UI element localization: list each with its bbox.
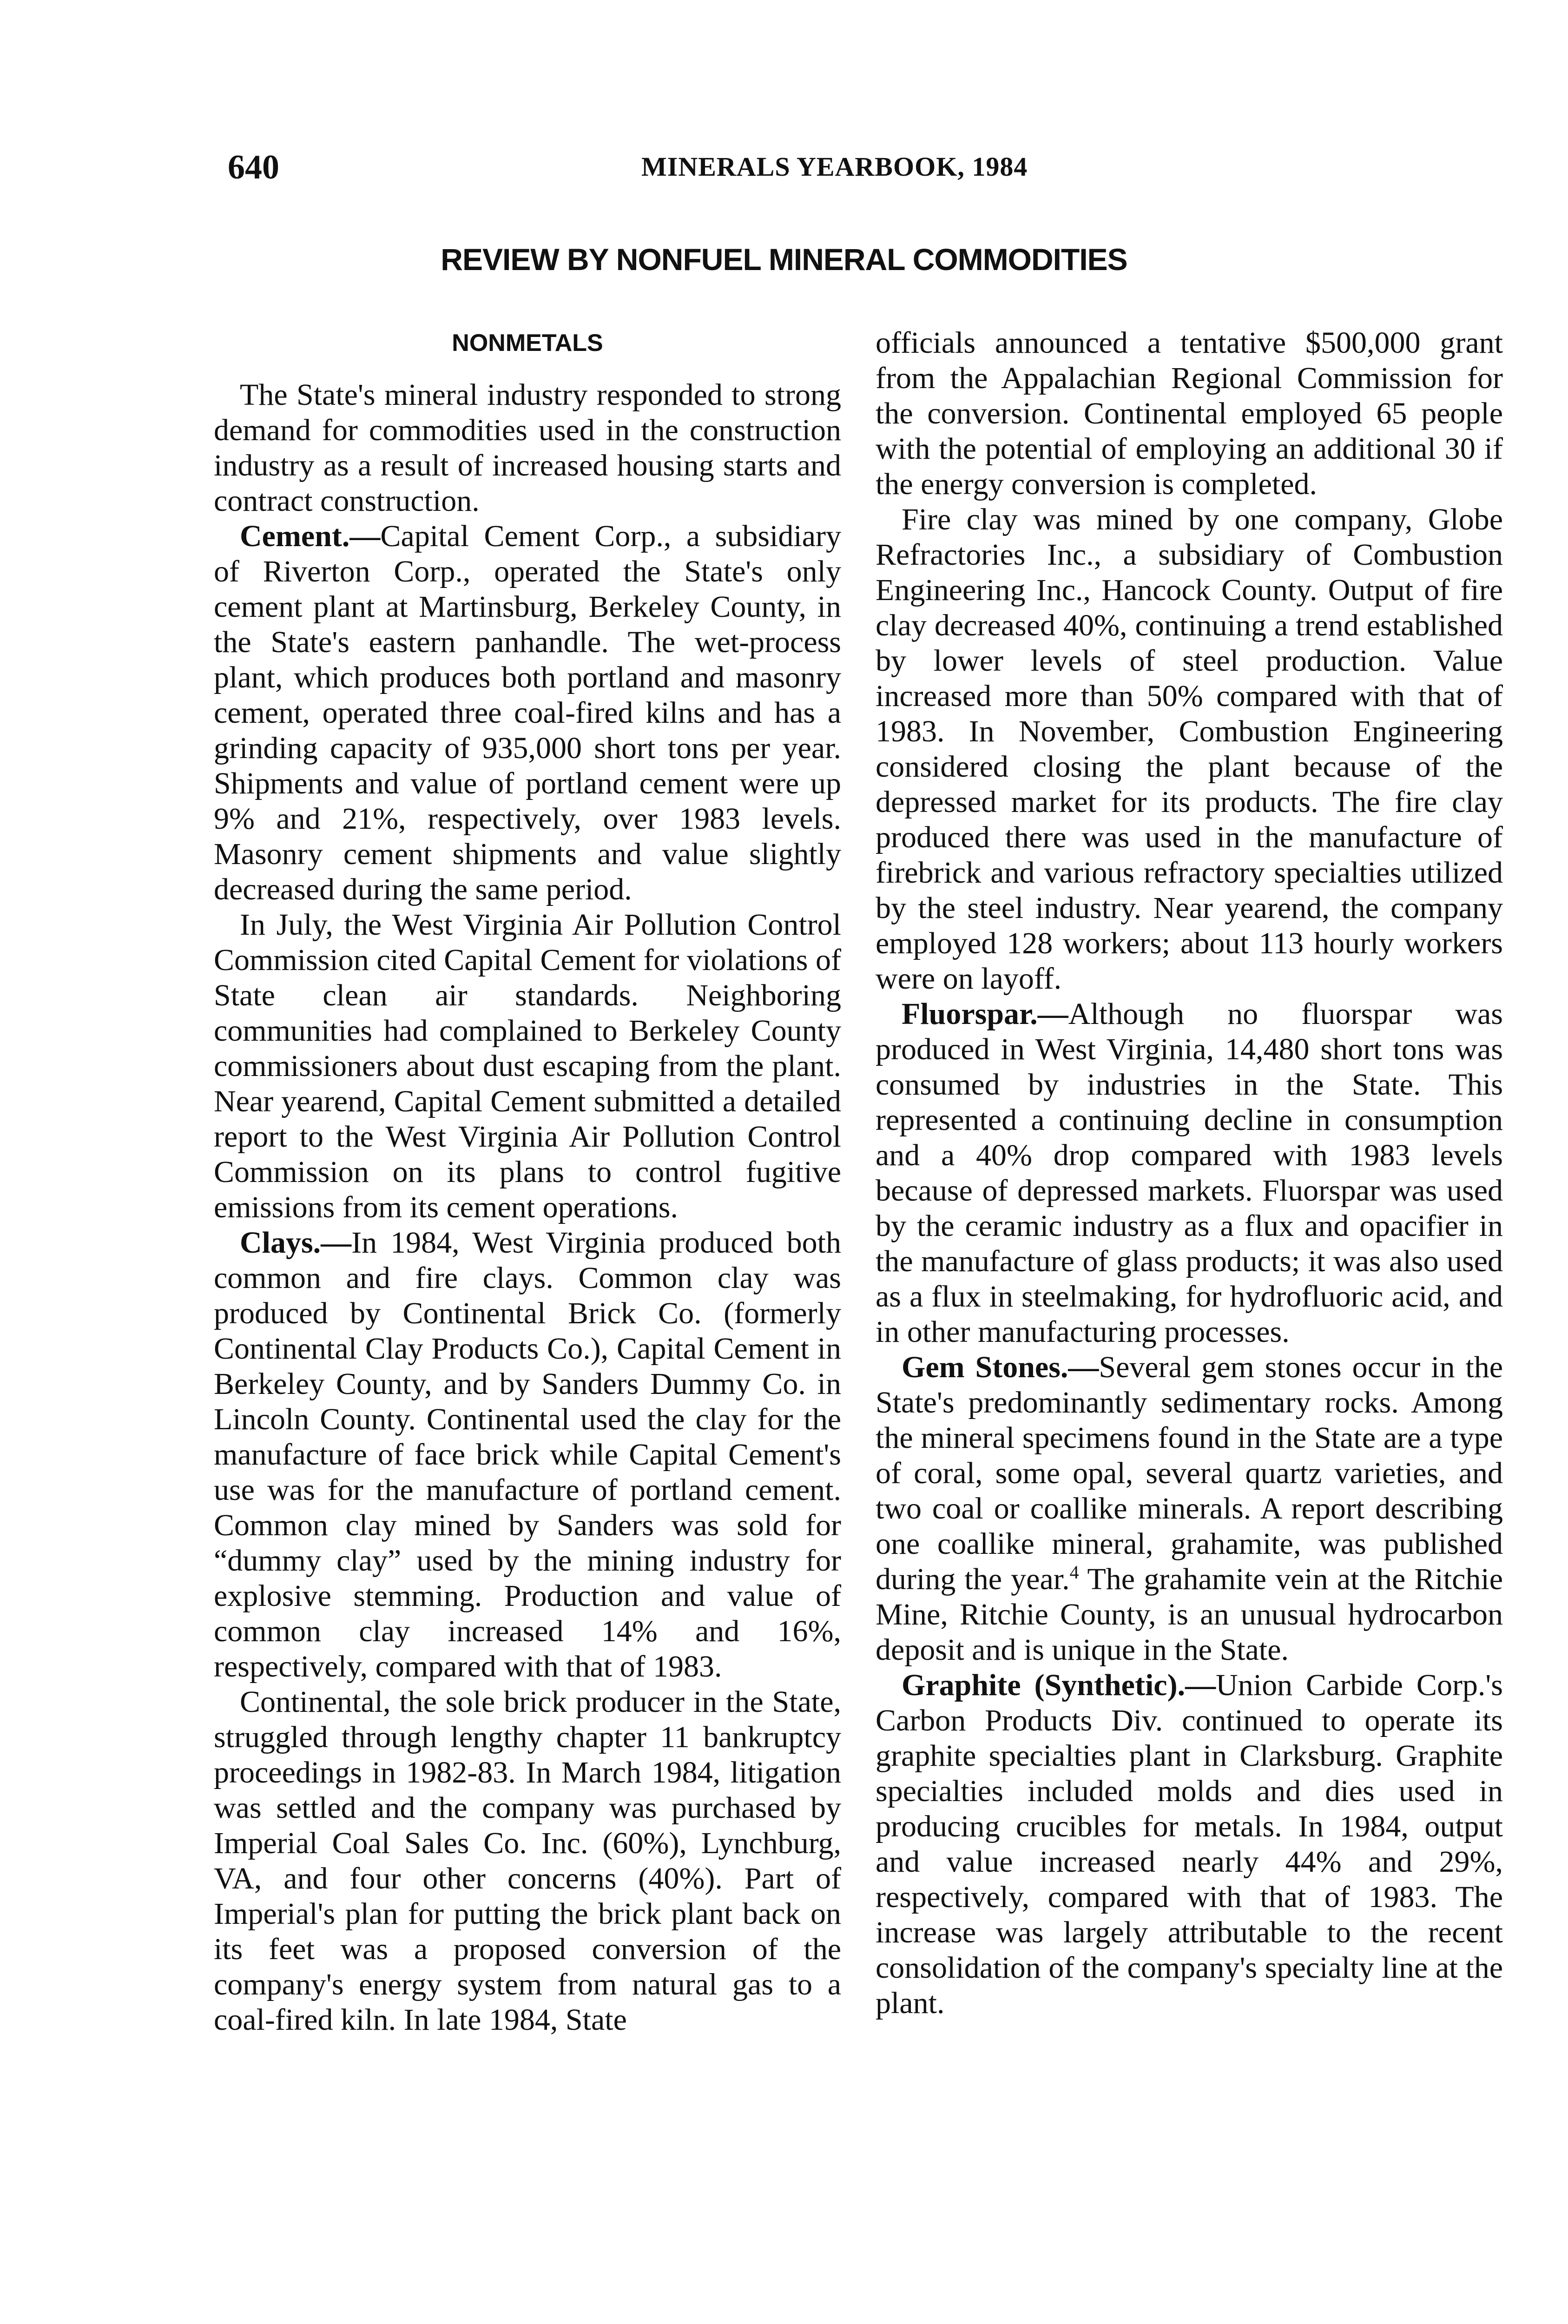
graphite-lead: Graphite (Synthetic).— bbox=[902, 1668, 1216, 1702]
intro-paragraph: The State's mineral industry responded to strong demand for commodities used in the construction industry as a result of increased housing starts and contract construction. bbox=[214, 378, 841, 518]
fluorspar-text: Although no fluorspar was produced in West Virginia, 14,480 short tons was consumed by industries in the State. This represented a continuing decline in consumption and a 40% drop compared with 1983 levels because of depressed markets. Fluorspar was used by the ceramic industry as a flux and opacifier in the manufacture of glass products; it was also used as a flux in steelmaking, for hydrofluoric acid, and in other manufacturing processes. bbox=[876, 997, 1503, 1349]
cement-text: Capital Cement Corp., a subsidiary of Riverton Corp., operated the State's only cement plant at Martinsburg, Berkeley County, in the State's eastern panhandle. The wet-process plant, which produces both portland and masonry cement, operated three coal-fired kilns and has a grinding capacity of 935,000 short tons per year. Shipments and value of portland cement were up 9% and 21%, respectively, over 1983 levels. Masonry cement shipments and value slightly decreased during the same period. bbox=[214, 519, 841, 906]
gem-stones-lead: Gem Stones.— bbox=[902, 1350, 1099, 1384]
running-title: MINERALS YEARBOOK, 1984 bbox=[641, 152, 1028, 182]
graphite-text: Union Carbide Corp.'s Carbon Products Div. continued to operate its graphite specialties plant in Clarksburg. Graphite specialties included molds and dies used in producing crucibles for metals. In 1984, output and value increased nearly 44% and 29%, respectively, compared with that of 1983. The increase was largely attributable to the recent consolidation of the company's specialty line at the plant. bbox=[876, 1668, 1503, 2020]
gem-stones-paragraph bbox=[876, 1350, 1503, 1668]
gem-stones-text-after: The grahamite vein at the Ritchie Mine, Ritchie County, is an unusual hydrocarbon deposit and is unique in the State. bbox=[876, 1562, 1503, 1667]
gem-stones-text: Several gem stones occur in the State's predominantly sedimentary rocks. Among the mineral specimens found in the State are a type of coral, some opal, several quartz varieties, and two coal or coallike minerals. A report describing one coallike mineral, grahamite, was published during the year. bbox=[876, 1350, 1503, 1596]
right-column bbox=[876, 325, 1503, 2021]
graphite-paragraph bbox=[876, 1668, 1503, 2021]
cement-paragraph bbox=[214, 519, 841, 907]
clays-lead: Clays.— bbox=[240, 1226, 352, 1260]
footnote-ref: 4 bbox=[1069, 1562, 1079, 1583]
clays-paragraph bbox=[214, 1225, 841, 1684]
cement-lead: Cement.— bbox=[240, 519, 381, 553]
fluorspar-paragraph bbox=[876, 997, 1503, 1350]
fluorspar-lead: Fluorspar.— bbox=[902, 997, 1068, 1031]
subsection-title: NONMETALS bbox=[452, 330, 603, 357]
continental-paragraph: Continental, the sole brick producer in the State, struggled through lengthy chapter 11 bankruptcy proceedings in 1982-83. In March 1984, litigation was settled and the company was purchased by Imperial Coal Sales Co. Inc. (60%), Lynchburg, VA, and four other concerns (40%). Part of Imperial's plan for putting the brick plant back on its feet was a proposed conversion of the company's energy system from natural gas to a coal-fired kiln. In late 1984, State bbox=[214, 1685, 841, 2037]
clays-text: In 1984, West Virginia produced both common and fire clays. Common clay was produced by Continental Brick Co. (formerly Continental Clay Products Co.), Capital Cement in Berkeley County, and by Sanders Dummy Co. in Lincoln County. Continental used the clay for the manufacture of face brick while Capital Cement's use was for the manufacture of portland cement. Common clay mined by Sanders was sold for “dummy clay” used by the mining industry for explosive stemming. Production and value of common clay increased 14% and 16%, respectively, compared with that of 1983. bbox=[214, 1226, 841, 1684]
continuation-paragraph: officials announced a tentative $500,000 grant from the Appalachian Regional Commission for the conversion. Continental employed 65 people with the potential of employing an additional 30 if the energy conversion is completed. bbox=[876, 326, 1503, 501]
left-column bbox=[214, 325, 841, 2038]
air-pollution-paragraph: In July, the West Virginia Air Pollution Control Commission cited Capital Cement for violations of State clean air standards. Neighboring communities had complained to Berkeley County commissioners about dust escaping from the plant. Near yearend, Capital Cement submitted a detailed report to the West Virginia Air Pollution Control Commission on its plans to control fugitive emissions from its cement operations. bbox=[214, 908, 841, 1224]
fire-clay-paragraph: Fire clay was mined by one company, Globe Refractories Inc., a subsidiary of Combustion Engineering Inc., Hancock County. Output of fire clay decreased 40%, continuing a trend established by lower levels of steel production. Value increased more than 50% compared with that of 1983. In November, Combustion Engineering considered closing the plant because of the depressed market for its products. The fire clay produced there was used in the manufacture of firebrick and various refractory specialties utilized by the steel industry. Near yearend, the company employed 128 workers; about 113 hourly workers were on layoff. bbox=[876, 502, 1503, 996]
page-number: 640 bbox=[228, 148, 279, 186]
section-title: REVIEW BY NONFUEL MINERAL COMMODITIES bbox=[441, 242, 1127, 277]
